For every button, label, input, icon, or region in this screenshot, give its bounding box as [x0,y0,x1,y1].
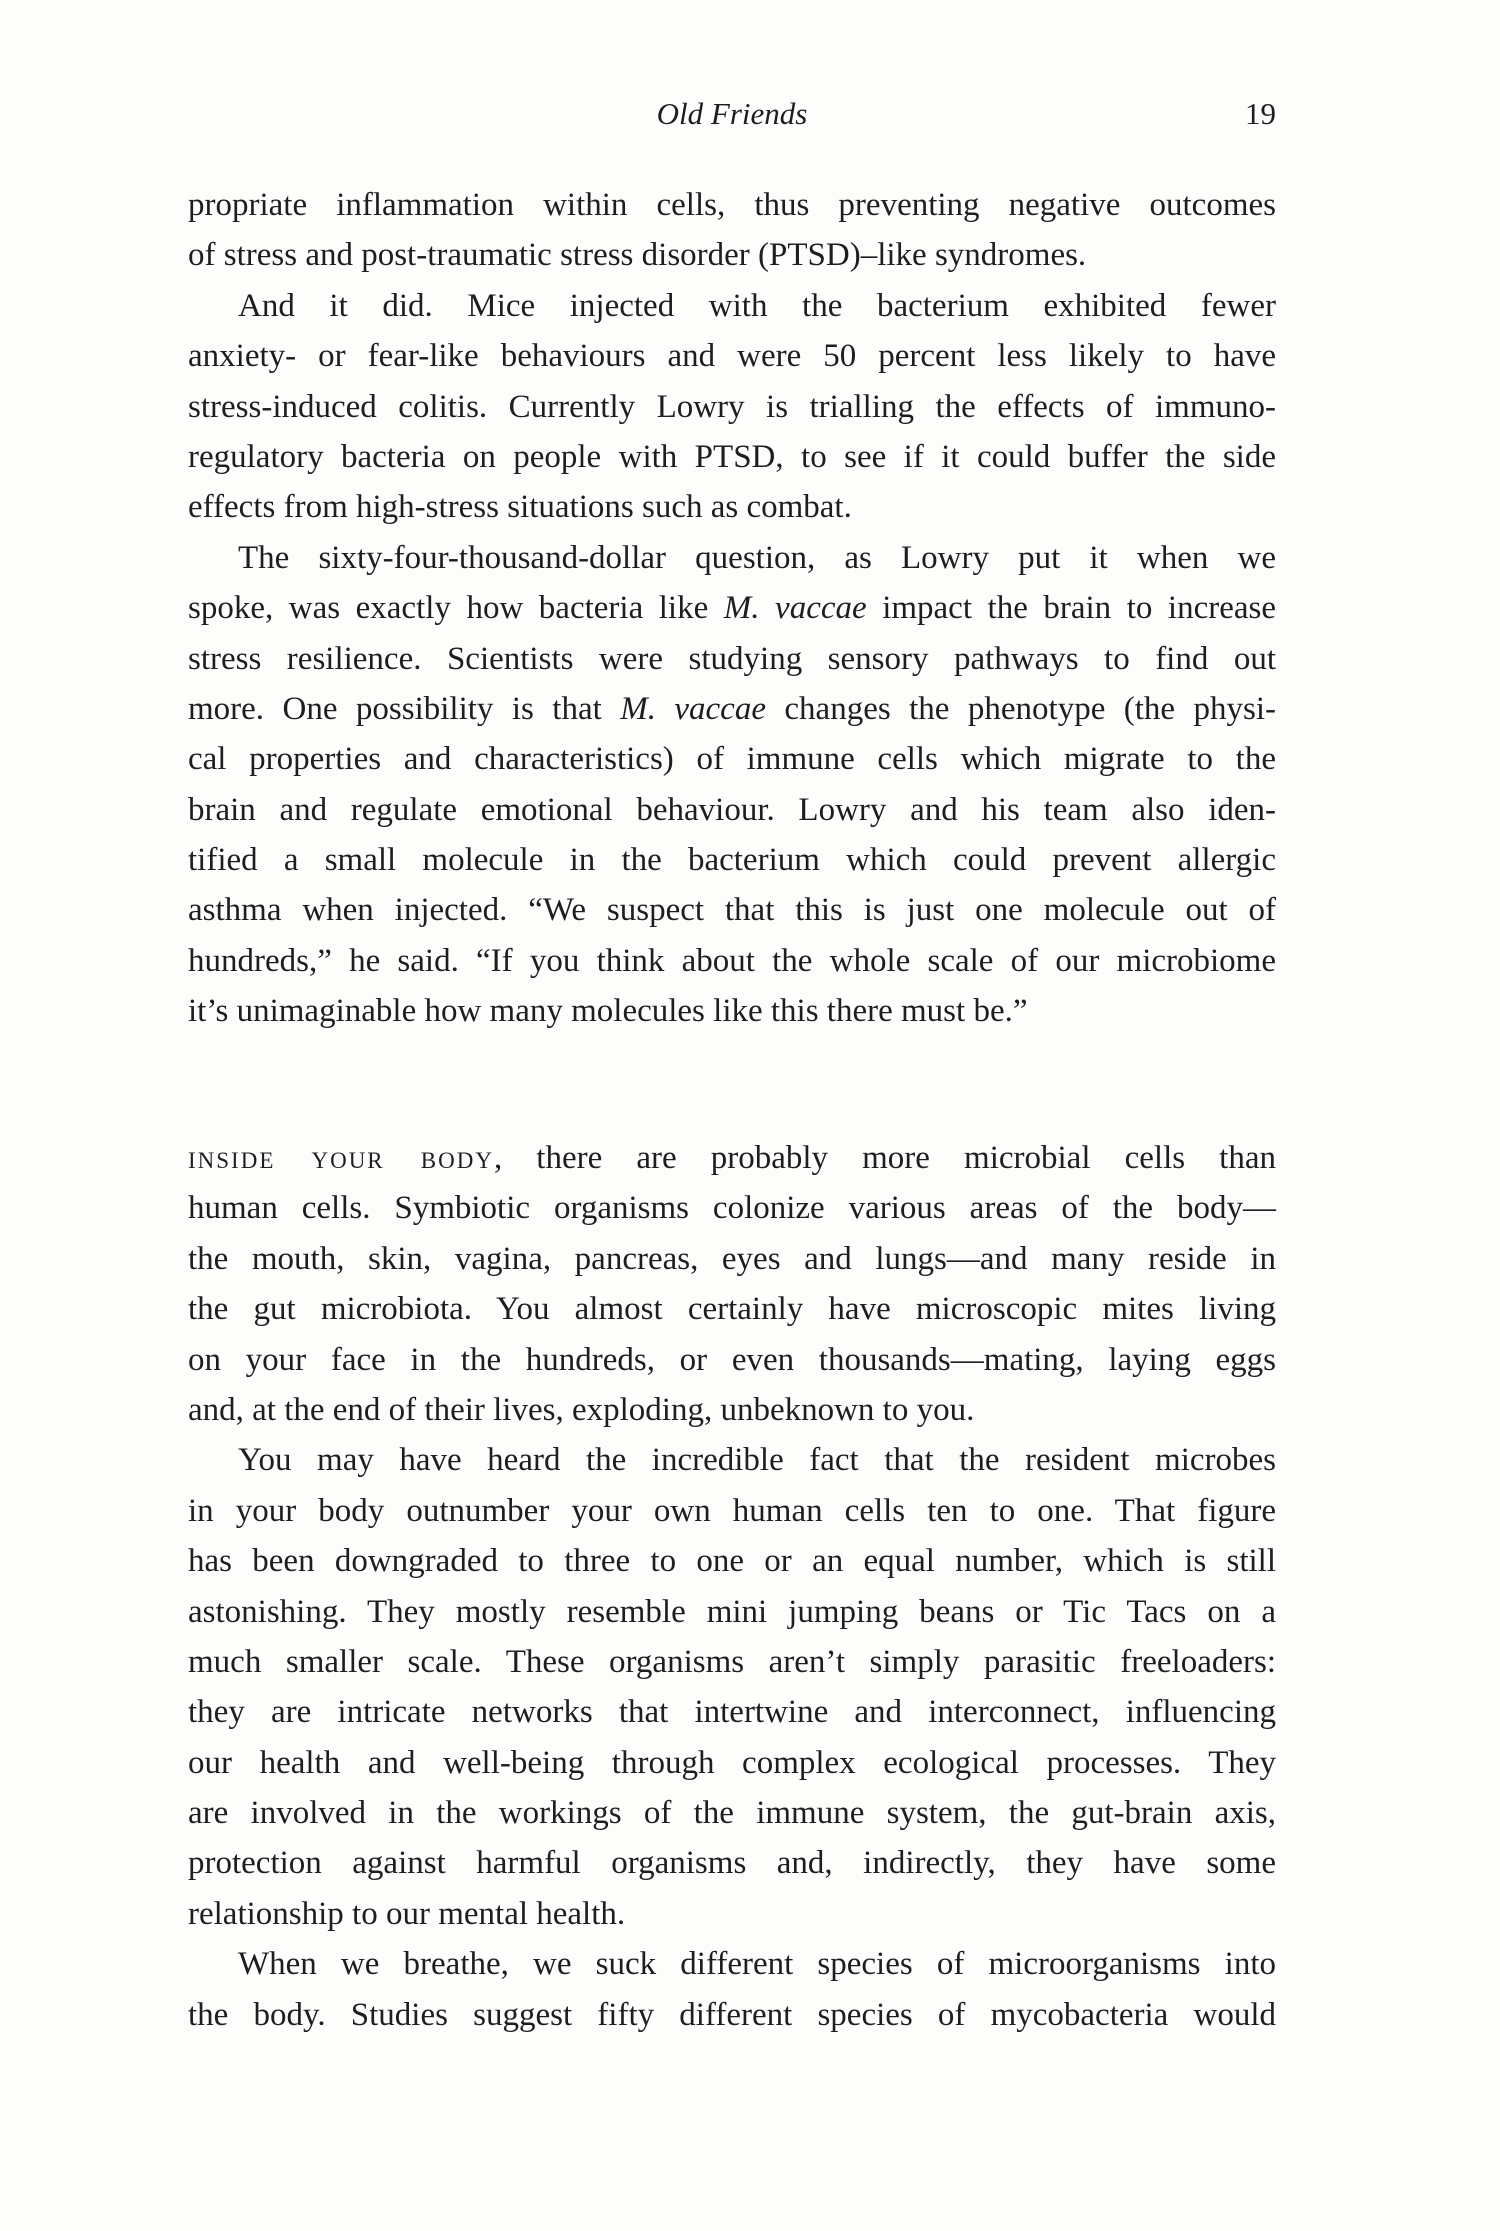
page-number: 19 [1245,96,1276,131]
text-span: cal properties and characteristics) of immune cells which migrate to the [188,741,1276,778]
text-line [188,936,1276,986]
text-line [188,1183,1276,1233]
text-span: it’s unimaginable how many molecules like this there must be.” [188,993,1028,1030]
text-line [188,1284,1276,1334]
text-line [188,1435,1276,1485]
text-line [188,1687,1276,1737]
text-line [188,986,1276,1036]
text-span: And it did. Mice injected with the bacterium exhibited fewer [238,287,1276,324]
text-line [188,785,1276,835]
page-header [188,96,1276,140]
text-line [188,835,1276,885]
text-line [188,281,1276,331]
text-span: astonishing. They mostly resemble mini jumping beans or Tic Tacs on a [188,1593,1276,1630]
text-span: hundreds,” he said. “If you think about the whole scale of our microbiome [188,942,1276,979]
text-line [188,1133,1276,1183]
text-span: of stress and post-traumatic stress disorder (PTSD)–like syndromes. [188,237,1087,274]
text-span: regulatory bacteria on people with PTSD, to see if it could buffer the side [188,438,1276,475]
text-line [188,885,1276,935]
text-span: propriate inflammation within cells, thus preventing negative outcomes [188,187,1276,223]
text-span: When we breathe, we suck different species of microorganisms into [238,1946,1276,1983]
small-caps-lead: inside your body [188,1140,494,1176]
text-line [188,1385,1276,1435]
text-line [188,1738,1276,1788]
text-span: asthma when injected. “We suspect that this is just one molecule out of [188,892,1276,929]
text-span: in your body outnumber your own human cells ten to one. That figure [188,1492,1276,1529]
text-span: stress-induced colitis. Currently Lowry is trialling the effects of immuno- [188,388,1276,425]
text-line [188,331,1276,381]
italic-text: M. vaccae [723,590,867,627]
text-span: relationship to our mental health. [188,1895,626,1932]
running-title: Old Friends [656,96,808,131]
text-line [188,1838,1276,1888]
text-line [188,1990,1276,2040]
text-line [188,1939,1276,1989]
text-span: The sixty-four-thousand-dollar question, as Lowry put it when we [238,539,1276,576]
text-line [188,382,1276,432]
text-line [188,684,1276,734]
text-span: tified a small molecule in the bacterium which could prevent allergic [188,842,1276,879]
text-span: brain and regulate emotional behaviour. Lowry and his team also iden- [188,791,1276,828]
text-line [188,1335,1276,1385]
text-line [188,583,1276,633]
text-span: on your face in the hundreds, or even thousands—mating, laying eggs [188,1341,1276,1378]
text-span: the gut microbiota. You almost certainly have microscopic mites living [188,1291,1276,1328]
text-line [188,1234,1276,1284]
text-line [188,180,1276,230]
text-span: protection against harmful organisms and, indirectly, they have some [188,1845,1276,1882]
text-line [188,634,1276,684]
text-span: has been downgraded to three to one or an equal number, which is still [188,1543,1276,1580]
text-span: effects from high-stress situations such as combat. [188,489,852,526]
text-span: more. One possibility is that [188,690,621,727]
text-span: are involved in the workings of the immune system, the gut-brain axis, [188,1795,1276,1832]
text-line [188,432,1276,482]
text-span: the body. Studies suggest fifty different species of mycobacteria would [188,1996,1276,2033]
italic-text: M. vaccae [620,690,766,727]
text-span: You may have heard the incredible fact that the resident microbes [238,1442,1276,1479]
text-span: and, at the end of their lives, exploding, unbeknown to you. [188,1391,975,1428]
text-block-2 [188,1133,1276,2040]
text-line [188,1637,1276,1687]
text-span: , there are probably more microbial cells than [493,1140,1276,1176]
text-span: much smaller scale. These organisms aren’t simply parasitic freeloaders: [188,1643,1276,1680]
text-line [188,533,1276,583]
text-line [188,734,1276,784]
text-span: impact the brain to increase [866,590,1277,627]
text-line [188,1587,1276,1637]
text-block-1 [188,180,1276,1037]
text-line [188,1889,1276,1939]
text-line [188,1788,1276,1838]
text-span: human cells. Symbiotic organisms colonize various areas of the body— [188,1190,1276,1227]
text-span: spoke, was exactly how bacteria like [188,590,724,627]
text-line [188,482,1276,532]
text-span: the mouth, skin, vagina, pancreas, eyes and lungs—and many reside in [188,1240,1276,1277]
text-line [188,1486,1276,1536]
text-span: they are intricate networks that intertwine and interconnect, influencing [188,1694,1276,1731]
text-span: changes the phenotype (the physi- [765,690,1277,727]
text-line [188,1536,1276,1586]
text-span: anxiety- or fear-like behaviours and were 50 percent less likely to have [188,338,1276,375]
text-span: stress resilience. Scientists were studying sensory pathways to find out [188,640,1276,677]
text-line [188,230,1276,280]
text-span: our health and well-being through complex ecological processes. They [188,1744,1276,1781]
